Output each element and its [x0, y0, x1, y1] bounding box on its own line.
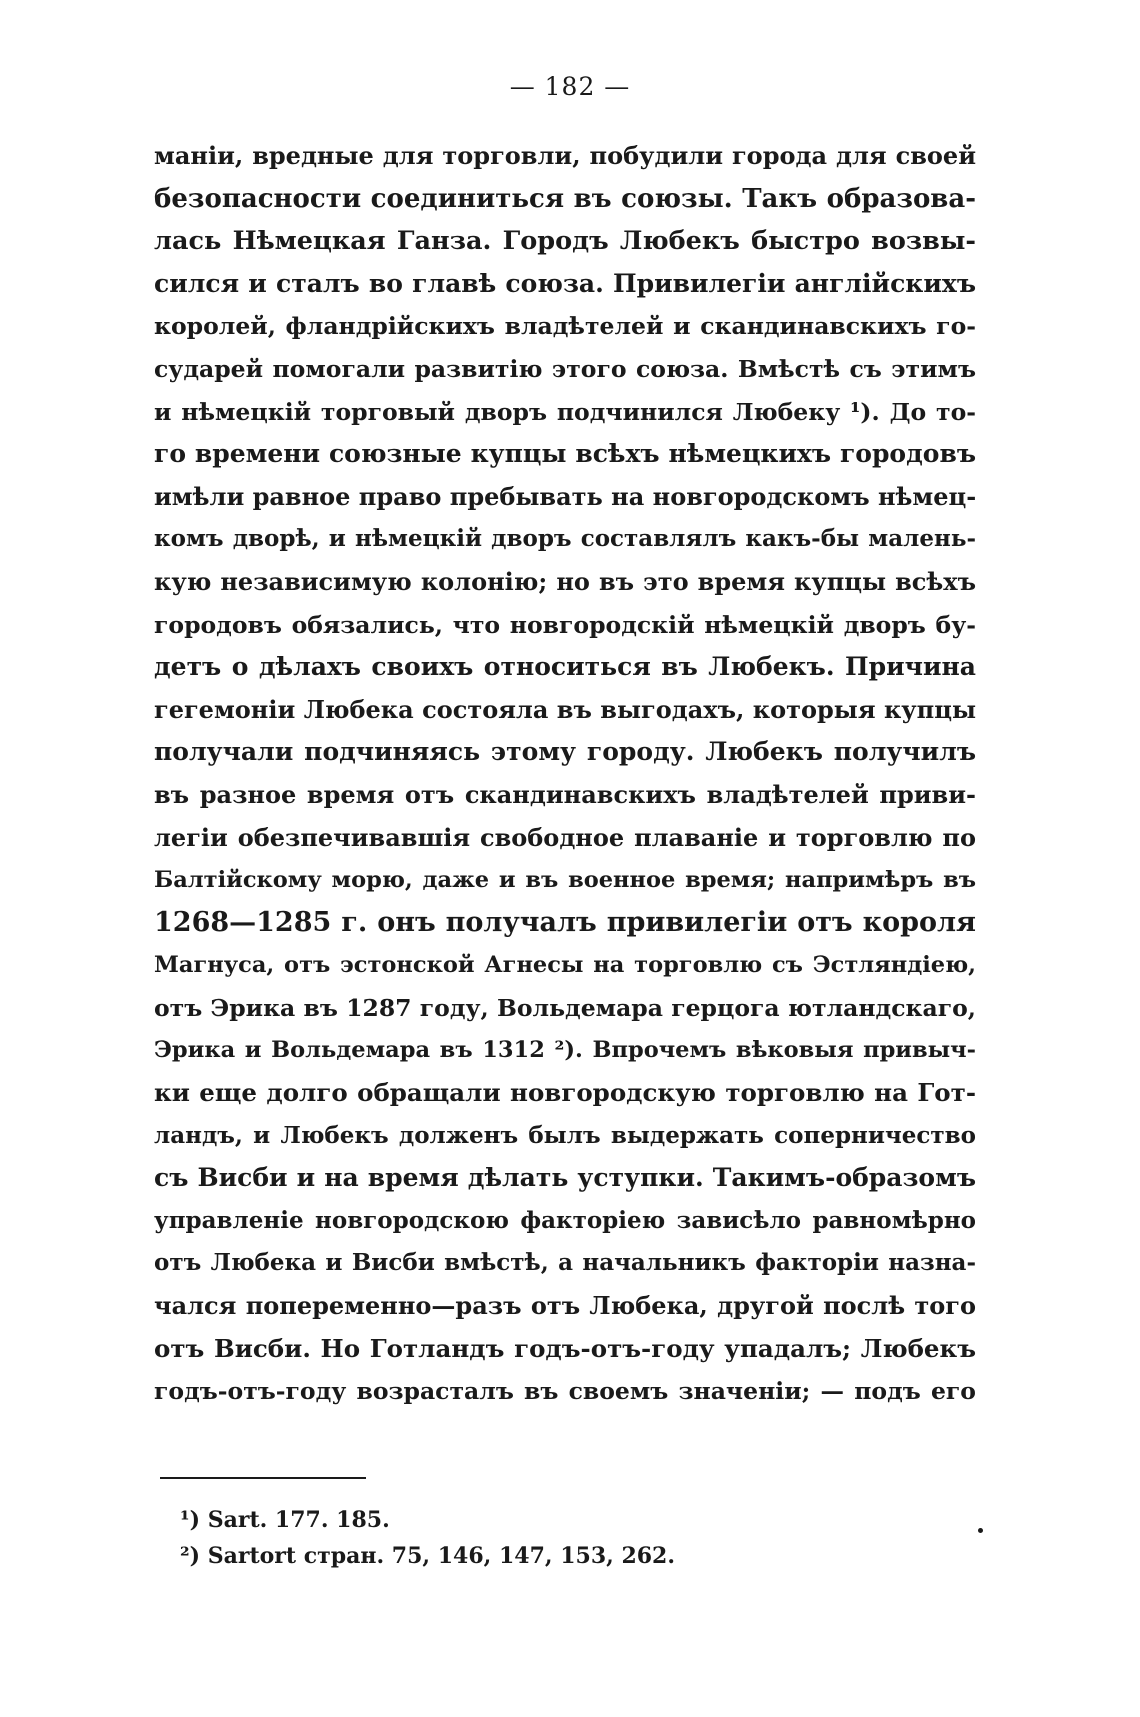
text-line: ландъ, и Любекъ долженъ былъ выдержать соперничество: [154, 1121, 976, 1149]
text-line: ки еще долго обращали новгородскую торговлю на Гот-: [154, 1078, 976, 1108]
text-line: маніи, вредные для торговли, побудили города для своей: [154, 141, 976, 170]
text-line: королей, фландрійскихъ владѣтелей и скандинавскихъ го-: [154, 312, 976, 341]
ink-speck: [978, 1528, 983, 1533]
text-line: отъ Любека и Висби вмѣстѣ, а начальникъ факторіи назна-: [154, 1249, 976, 1277]
footnotes: [180, 1502, 780, 1574]
footnote-mark: ²): [180, 1543, 201, 1569]
text-line: получали подчиняясь этому городу. Любекъ получилъ: [154, 737, 976, 767]
text-line: комъ дворѣ, и нѣмецкій дворъ составлялъ какъ-бы малень-: [154, 525, 976, 553]
text-line: чался попеременно—разъ отъ Любека, другой послѣ того: [154, 1291, 976, 1321]
text-line: Эрика и Вольдемара въ 1312 ²). Впрочемъ вѣковыя привыч-: [154, 1037, 976, 1064]
footnote-mark: ¹): [180, 1507, 201, 1533]
text-line: годъ-отъ-году возрасталъ въ своемъ значеніи; — подъ его: [154, 1377, 976, 1406]
text-line: легіи обезпечивавшія свободное плаваніе и торговлю по: [154, 822, 976, 852]
text-line: гегемоніи Любека состояла въ выгодахъ, которыя купцы: [154, 694, 976, 724]
text-line: отъ Висби. Но Готландъ годъ-отъ-году упадалъ; Любекъ: [154, 1333, 976, 1363]
footnote-divider: [160, 1477, 366, 1479]
footnote-text: Sart. 177. 185.: [207, 1507, 390, 1533]
footnote-1: [180, 1502, 780, 1538]
text-line: сударей помогали развитію этого союза. Вмѣстѣ съ этимъ: [154, 354, 976, 383]
text-line: отъ Эрика въ 1287 году, Вольдемара герцога ютландскаго,: [154, 993, 976, 1022]
text-line: кую независимую колонію; но въ это время купцы всѣхъ: [154, 566, 976, 596]
text-line: го времени союзные купцы всѣхъ нѣмецкихъ городовъ: [154, 439, 976, 469]
text-line: съ Висби и на время дѣлать уступки. Такимъ-образомъ: [154, 1163, 976, 1193]
footnote-text: Sartort стран. 75, 146, 147, 153, 262.: [207, 1543, 676, 1569]
page-number: — 182 —: [509, 72, 631, 101]
text-line: имѣли равное право пребывать на новгородскомъ нѣмец-: [154, 481, 976, 511]
text-line: 1268—1285 г. онъ получалъ привилегіи отъ короля: [154, 906, 976, 938]
body-text: [154, 135, 976, 1413]
text-line: Магнуса, отъ эстонской Агнесы на торговлю съ Эстляндіею,: [154, 952, 976, 979]
text-line: детъ о дѣлахъ своихъ относиться въ Любекъ. Причина: [154, 652, 976, 682]
text-line: безопасности соединиться въ союзы. Такъ образова-: [154, 183, 976, 214]
text-line: Балтійскому морю, даже и въ военное время; напримѣръ въ: [154, 867, 976, 894]
footnote-2: [180, 1538, 780, 1574]
text-line: въ разное время отъ скандинавскихъ владѣтелей приви-: [154, 779, 976, 809]
text-line: лась Нѣмецкая Ганза. Городъ Любекъ быстро возвы-: [154, 226, 976, 257]
text-line: и нѣмецкій торговый дворъ подчинился Любеку ¹). До то-: [154, 397, 976, 426]
text-line: городовъ обязались, что новгородскій нѣмецкій дворъ бу-: [154, 610, 976, 639]
text-line: управленіе новгородскою факторіею зависѣло равномѣрно: [154, 1206, 976, 1234]
text-line: сился и сталъ во главѣ союза. Привилегіи англійскихъ: [154, 268, 976, 298]
